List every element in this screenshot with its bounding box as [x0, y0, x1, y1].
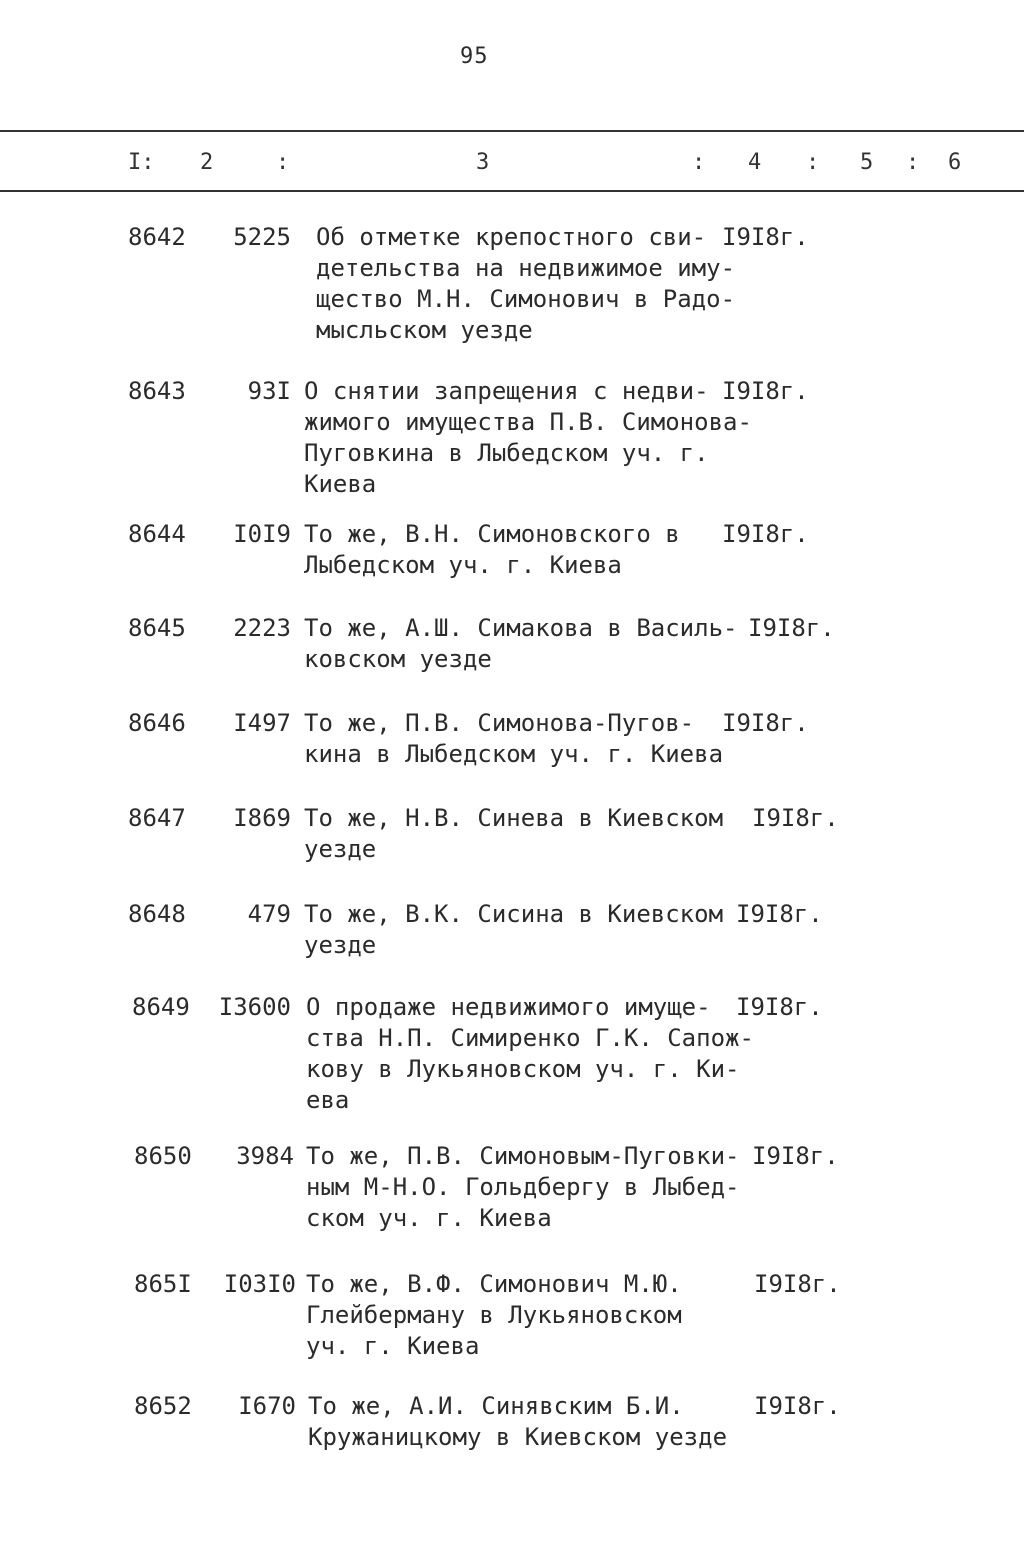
entry-year: I9I8г.: [722, 709, 809, 737]
entry-year: I9I8г.: [748, 614, 835, 642]
description-line: То же, П.В. Симонова-Пугов-: [304, 709, 695, 737]
entry-description: [304, 803, 723, 865]
description-line: То же, В.Ф. Симонович М.Ю.: [306, 1270, 682, 1298]
description-line: ковском уезде: [304, 645, 492, 673]
description-line: Пуговкина в Лыбедском уч. г.: [304, 439, 709, 467]
description-line: Об отметке крепостного сви-: [316, 223, 707, 251]
column-header-separator: :: [906, 150, 920, 175]
entry-year: I9I8г.: [736, 900, 823, 928]
column-header-separator: :: [276, 150, 290, 175]
entry-year: I9I8г.: [752, 1142, 839, 1170]
column-header-separator: :: [692, 150, 706, 175]
entry-description: [304, 613, 737, 675]
description-line: щество М.Н. Симонович в Радо-: [316, 285, 736, 313]
entry-year: I9I8г.: [754, 1270, 841, 1298]
entry-number: 8647: [128, 804, 186, 832]
description-line: Киева: [304, 470, 377, 498]
entry-code: 479: [247, 900, 291, 928]
entry-number: 8650: [134, 1142, 192, 1170]
description-line: уезде: [304, 835, 377, 863]
entry-number: 8646: [128, 709, 186, 737]
description-line: О снятии запрещения с недви-: [304, 377, 709, 405]
entry-description: [306, 992, 754, 1116]
column-header-separator: :: [806, 150, 820, 175]
header-rule-top: [0, 130, 1024, 132]
description-line: То же, А.Ш. Симакова в Василь-: [304, 614, 738, 642]
entry-year: I9I8г.: [722, 520, 809, 548]
entry-year: I9I8г.: [722, 377, 809, 405]
entry-number: 8642: [128, 223, 186, 251]
entry-code: I0I9: [233, 520, 291, 548]
description-line: ства Н.П. Симиренко Г.К. Сапож-: [306, 1024, 754, 1052]
entry-number: 8649: [132, 993, 190, 1021]
description-line: жимого имущества П.В. Симонова-: [304, 408, 752, 436]
entry-number: 8645: [128, 614, 186, 642]
entry-description: [304, 708, 723, 770]
entry-code: 3984: [236, 1142, 294, 1170]
column-header-3: 3: [476, 150, 490, 175]
description-line: То же, В.К. Сисина в Киевском: [304, 900, 724, 928]
header-rule-bottom: [0, 190, 1024, 192]
entry-description: [304, 899, 723, 961]
description-line: кову в Лукьяновском уч. г. Ки-: [306, 1055, 740, 1083]
entry-code: 5225: [233, 223, 291, 251]
entry-description: [308, 1391, 727, 1453]
description-line: уч. г. Киева: [306, 1332, 480, 1360]
entry-code: I3600: [218, 993, 291, 1021]
description-line: ском уч. г. Киева: [306, 1204, 552, 1232]
entry-year: I9I8г.: [722, 223, 809, 251]
entry-description: [306, 1269, 682, 1362]
entry-number: 8652: [134, 1392, 192, 1420]
description-line: То же, В.Н. Симоновского в: [304, 520, 680, 548]
column-header-1: I:: [128, 150, 155, 175]
entry-code: I670: [238, 1392, 296, 1420]
description-line: ным М-Н.О. Гольдбергу в Лыбед-: [306, 1173, 740, 1201]
description-line: То же, А.И. Синявским Б.И.: [308, 1392, 684, 1420]
entry-description: [316, 222, 735, 346]
description-line: мысльском уезде: [316, 316, 533, 344]
entry-number: 8644: [128, 520, 186, 548]
entry-description: [304, 376, 752, 500]
entry-year: I9I8г.: [754, 1392, 841, 1420]
description-line: кина в Лыбедском уч. г. Киева: [304, 740, 724, 768]
entry-number: 865I: [134, 1270, 192, 1298]
column-header-6: 6: [948, 150, 962, 175]
entry-year: I9I8г.: [736, 993, 823, 1021]
entry-code: I03I0: [223, 1270, 296, 1298]
entry-code: I497: [233, 709, 291, 737]
description-line: О продаже недвижимого имуще-: [306, 993, 711, 1021]
column-header-5: 5: [860, 150, 874, 175]
entry-description: [304, 519, 680, 581]
description-line: Глейберману в Лукьяновском: [306, 1301, 682, 1329]
column-header-2: 2: [200, 150, 214, 175]
entry-number: 8643: [128, 377, 186, 405]
entry-code: 2223: [233, 614, 291, 642]
description-line: То же, П.В. Симоновым-Пуговки-: [306, 1142, 740, 1170]
entry-description: [306, 1141, 739, 1234]
entry-code: I869: [233, 804, 291, 832]
description-line: Кружаницкому в Киевском уезде: [308, 1423, 728, 1451]
column-header-4: 4: [748, 150, 762, 175]
description-line: уезде: [304, 931, 377, 959]
description-line: То же, Н.В. Синева в Киевском: [304, 804, 724, 832]
description-line: Лыбедском уч. г. Киева: [304, 551, 622, 579]
description-line: ева: [306, 1086, 350, 1114]
page-number: 95: [460, 44, 489, 69]
entry-code: 93I: [247, 377, 291, 405]
entry-number: 8648: [128, 900, 186, 928]
description-line: детельства на недвижимое иму-: [316, 254, 736, 282]
entry-year: I9I8г.: [752, 804, 839, 832]
